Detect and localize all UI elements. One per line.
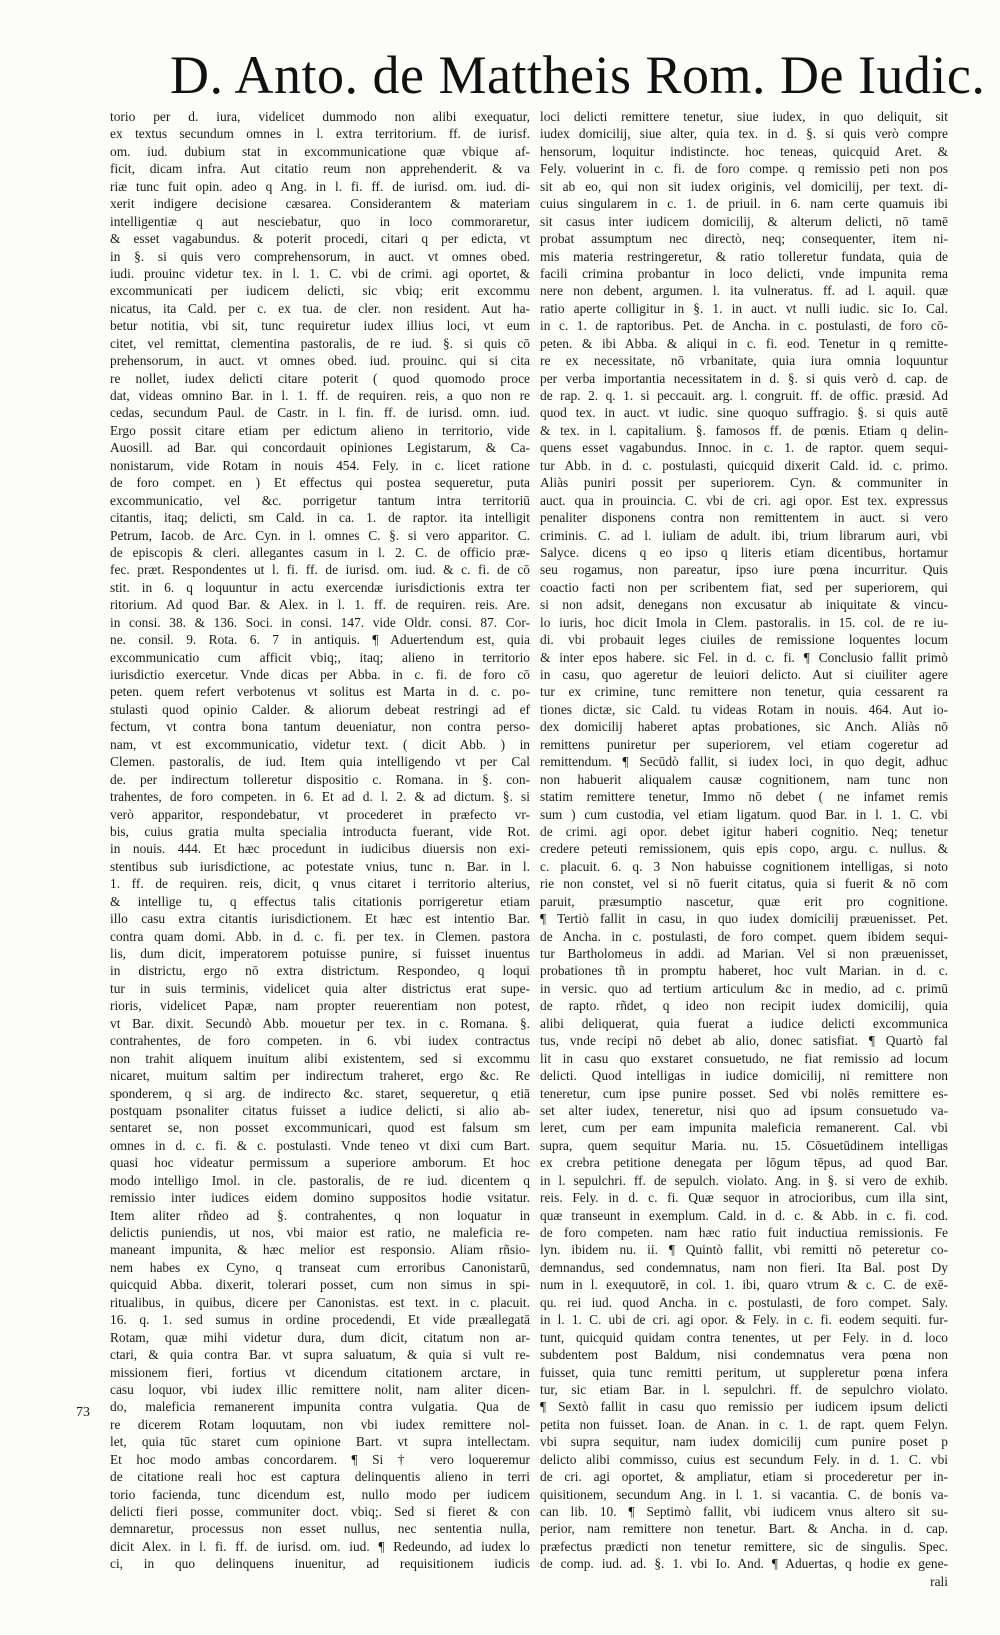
text-line: fec. præt. Respondentes ut l. fi. ff. de iurisd. om. iud. & c. fi. de cō <box>110 562 530 578</box>
text-line: de. per indirectum tolleretur dispositio c. Romana. in §. con- <box>110 771 530 787</box>
text-line: de rapto. rñdet, q ideo non recipit iudex domicilij, quia <box>540 998 948 1014</box>
text-line: excommunicatio cum afficit vbiq;, itaq; alieno in territorio <box>110 649 530 665</box>
text-line: c. placuit. 6. q. 3 Non habuisse cognitionem intelligas, si noto <box>540 858 948 874</box>
text-line: probationes tñ in promptu haberet, hoc vult Marian. in d. c. <box>540 963 948 979</box>
text-line: fectum, vt contra bona tantum deueniatur, non contra perso- <box>110 719 530 735</box>
text-line: nam, vt est excommunicatio, videtur text. ( dicit Abb. ) in <box>110 736 530 752</box>
text-line: let, quia tūc staret cum opinione Bart. vt supra intellectam. <box>110 1434 530 1450</box>
text-line: ctari, & quia contra Bar. vt supra saluatum, & quia si vult re- <box>110 1347 530 1363</box>
text-line: xerit indigere decisione cæsarea. Considerantem & materiam <box>110 196 530 212</box>
running-head: D. Anto. de Mattheis Rom. De Iudic. <box>170 45 986 105</box>
margin-note-number: 73 <box>76 1405 90 1420</box>
text-line: re ex necessitate, nō vrbanitate, quia iura omnia loquuntur <box>540 353 948 369</box>
text-line: cuius singularem in c. 1. de priuil. in 6. nam certe quamuis ibi <box>540 196 948 212</box>
text-line: Auosill. ad Bar. qui concordauit opiniones Legistarum, & Ca- <box>110 440 530 456</box>
text-line: citantis, itaq; delicti, sm Cald. in ca. 1. de raptor. ita intelligit <box>110 510 530 526</box>
text-line: de citatione reali hoc est captura delinquentis alieno in terri <box>110 1469 530 1485</box>
text-line: mis materia restringeretur, & ratio tolleretur fundata, quia de <box>540 248 948 264</box>
text-line: excommunicatio, vel &c. porrigetur tantum intra territoriū <box>110 492 530 508</box>
text-line: tur Abb. in d. c. postulasti, quicquid dixerit Cald. id. c. primo. <box>540 457 948 473</box>
text-line: peten. quem refert verbotenus vt solitus est Marta in d. c. po- <box>110 684 530 700</box>
text-line: remittendum. ¶ Secūdò fallit, si iudex loci, in quo degit, adhuc <box>540 754 948 770</box>
text-line: non habuerit aliqualem causæ cognitionem, nam tunc non <box>540 771 948 787</box>
text-line: lyn. ibidem nu. ii. ¶ Quintò fallit, vbi remitti nō peteretur co- <box>540 1242 948 1258</box>
text-line: stulasti quod opinio Calder. & aliorum debeat restringi ad ef <box>110 701 530 717</box>
text-line: quisitionem, secundum Ang. in l. 1. si vacantia. C. de bonis va- <box>540 1486 948 1502</box>
text-line: peten. & ibi Abba. & aliqui in c. fi. eod. Tenetur in q remitte- <box>540 335 948 351</box>
text-line: torio facienda, tunc dicendum est, nullo modo per iudicem <box>110 1486 530 1502</box>
text-line: ex crebra petitione denegata per lōgum tēpus, ad quod Bar. <box>540 1155 948 1171</box>
text-line: nere non debent, argumen. l. ita vulneratus. ff. ad l. aquil. quæ <box>540 283 948 299</box>
text-line: loci delicti remittere tenetur, siue iudex, in quo deliquit, sit <box>540 109 948 124</box>
text-line: remissio inter iudices eidem domino suppositos hodie vsitatur. <box>110 1190 530 1206</box>
text-line: ratio aperte colligitur in §. 1. in auct. vt nulli iudic. sic Io. Cal. <box>540 300 948 316</box>
text-line: facili crimina probantur in loco delicti, vnde impunita rema <box>540 265 948 281</box>
text-line: num in l. exequutorē, in col. 1. ibi, quaro vtrum & c. C. de exē- <box>540 1277 948 1293</box>
text-line: de crimi. agi opor. debet igitur haberi cognitio. Neq; tenetur <box>540 823 948 839</box>
text-line: criminis. C. ad l. iuliam de adult. ibi, trium librarum auri, vbi <box>540 527 948 543</box>
text-line: hensorum, loquitur indistincte. hoc teneas, quicquid Aret. & <box>540 143 948 159</box>
text-line: quasi hoc videatur permissum a superiore amborum. Et hoc <box>110 1155 530 1171</box>
text-line: missionem fieri, fortius vt dicendum citationem arctare, in <box>110 1364 530 1380</box>
text-line: nonistarum, vide Rotam in nouis 454. Fely. in c. licet ratione <box>110 457 530 473</box>
text-line: modo intelligo Imol. in cle. pastoralis, de re iud. dicentem q <box>110 1172 530 1188</box>
text-line: in districtu, ergo nō extra districtum. Respondeo, q loqui <box>110 963 530 979</box>
text-line: re nollet, iudex delicti citare poterit ( quod quomodo proce <box>110 370 530 386</box>
text-line: Clemen. pastoralis, de iud. Item quia intelligendo vt per Cal <box>110 754 530 770</box>
text-line: tur ex crimine, tunc remittere non tenetur, quia cessarent ra <box>540 684 948 700</box>
text-line: delicto alibi commisso, cuius est secundum Fely. in d. 1. C. vbi <box>540 1451 948 1467</box>
text-line: demnandus, sed condemnatus, nam non fieri. Ita Bal. post Dy <box>540 1259 948 1275</box>
text-line: ne. consil. 9. Rota. 6. 7 in antiquis. ¶ Aduertendum est, quia <box>110 632 530 648</box>
text-line: iurisdictio exercetur. Vnde dicas per Abba. in c. fi. de foro cō <box>110 667 530 682</box>
text-line: remittens puniretur per superiorem, vel etiam cogeretur ad <box>540 736 948 752</box>
text-line: di. vbi probauit leges ciuiles de remissione loquentes locum <box>540 632 948 648</box>
text-line: Item aliter rñdeo ad §. contrahentes, q non loquatur in <box>110 1207 530 1223</box>
text-line: & tex. in l. capitalium. §. famosos ff. de pœnis. Etiam q delin- <box>540 422 948 438</box>
text-line: Et hoc modo ambas concordarem. ¶ Si † vero loqueremur <box>110 1451 530 1467</box>
text-line: alibi deliquerat, quia fuerat a iudice delicti excommunica <box>540 1015 948 1031</box>
text-line: torio per d. iura, videlicet dummodo non alibi exequatur, <box>110 109 530 124</box>
text-line: demnaretur, processus non esset nullus, nec sententia nulla, <box>110 1521 530 1537</box>
text-line: citet, vel remittat, clementina pastoralis, de re iud. §. si quis cō <box>110 335 530 351</box>
text-line: maneant impunita, & hæc melior est responsio. Aliam rñsio- <box>110 1242 530 1258</box>
text-line: om. iud. dubium stat in excommunicatione quæ vbique af- <box>110 143 530 159</box>
text-line: re dicerem Rotam loquutam, non vbi iudex remittere nol- <box>110 1416 530 1432</box>
text-line: verò apparitor, respondebatur, vt procederet in præfecto vr- <box>110 806 530 822</box>
text-line: postquam psonaliter citatus fuisset a iudice delicti, si alio ab- <box>110 1102 530 1118</box>
text-line: betur notitia, vbi sit, tunc requiretur iudex illius loci, vt eum <box>110 318 530 334</box>
text-line: leret, cum per eam impunita maleficia remanerent. Cal. vbi <box>540 1120 948 1136</box>
text-line: Rotam, quæ mihi videtur dura, dum dicit, citatum non ar- <box>110 1329 530 1345</box>
text-line: tur, sic etiam Bar. in l. sepulchri. ff. de sepulchro violato. <box>540 1381 948 1397</box>
text-line: statim remittere tenetur, Immo nō debet ( ne infamet remis <box>540 789 948 805</box>
text-line: quod tex. in auct. vt iudic. sine quoquo suffragio. §. si quis autē <box>540 405 948 421</box>
text-line: auct. qua in prouincia. C. vbi de cri. agi opor. Est tex. expressus <box>540 492 948 508</box>
text-line: Fely. voluerint in c. fi. de foro compe. q remissio peti non pos <box>540 161 948 177</box>
left-column <box>110 108 530 1608</box>
text-line: iudi. prouinc videtur tex. in l. 1. C. vbi de crimi. agi oportet, & <box>110 265 530 281</box>
text-line: rie non constet, vel si nō fuerit citatus, quia si fuerit & nō com <box>540 876 948 892</box>
text-line: de Ancha. in c. postulasti, de foro compet. quem ibidem sequi- <box>540 928 948 944</box>
text-line: sentaret se, non posset excommunicari, quod est falsum sm <box>110 1120 530 1136</box>
text-line: tiones dictæ, sic Cald. tu videas Rotam in nouis. 464. Aut io- <box>540 701 948 717</box>
text-line: ex textus secundum omnes in l. extra territorium. ff. de iurisf. <box>110 126 530 142</box>
text-line: delicti. Quod intelligas in iudice domicilij, ni remittere non <box>540 1068 948 1084</box>
text-line: Salyce. dicens q eo ipso q literis etiam dicentibus, hortamur <box>540 544 948 560</box>
text-line: 1. ff. de requiren. reis, dicit, q vnus citaret i territorio alterius, <box>110 876 530 892</box>
text-line: ¶ Sextò fallit in casu quo remissio per iudicem ipsum delicti <box>540 1399 948 1415</box>
text-line: prehensorum, in auct. vt omnes obed. iud. prouinc. qui si cita <box>110 353 530 369</box>
text-line: delicti fieri posse, communiter doct. vbiq;. Sed si fieret & con <box>110 1504 530 1519</box>
text-line: in §. si quis vero comprehensorum, in auct. vt omnes obed. <box>110 248 530 264</box>
text-line: illo casu extra citantis iurisdictionem. Et hæc est intentio Bar. <box>110 911 530 927</box>
text-line: quæ transeunt in exemplum. Cald. in d. c. & Abb. in c. fi. cod. <box>540 1207 948 1223</box>
text-line: de cri. agi oportet, & ampliatur, etiam si procederetur per in- <box>540 1469 948 1485</box>
text-line: subdentem post Baldum, nisi condemnatus vera pœna non <box>540 1347 948 1363</box>
text-line: petita non fuisset. Ioan. de Anan. in c. 1. de rapt. quem Felyn. <box>540 1416 948 1432</box>
text-line: & intellige tu, q effectus talis citationis porrigeretur etiam <box>110 893 530 909</box>
text-line: dex domicilij haberet aptas probationes, sic Anch. Aliàs nō <box>540 719 948 735</box>
text-line: in consi. 38. & 136. Soci. in consi. 147. vide Oldr. consi. 87. Cor- <box>110 614 530 630</box>
text-line: credere peteuti remissionem, quis epis copo, argu. c. nullus. & <box>540 841 948 857</box>
text-line: & inter epos habere. sic Fel. in d. c. fi. ¶ Conclusio fallit primò <box>540 649 948 665</box>
text-line: nem habes ex Cyno, q transeat cum erroribus Canonistarū, <box>110 1259 530 1275</box>
text-line: de foro competen. nam hæc ratio fuit inductiua remissionis. Fe <box>540 1225 948 1240</box>
text-line: intelligentiæ q aut nesciebatur, quo in loco commoraretur, <box>110 213 530 229</box>
text-line: set alter iudex, teneretur, nisi quo ad ipsum consuetudo va- <box>540 1102 948 1118</box>
text-line: nicaret, muitum saltim per indirectum traheret, ergo &c. Re <box>110 1068 530 1084</box>
text-line: Ergo possit citare etiam per edictum alieno in territorio, vide <box>110 422 530 438</box>
text-line: Aliàs puniri possit per superiorem. Cyn. & communiter in <box>540 475 948 491</box>
text-line: tur Bartholomeus in addi. ad Marian. Vel si non præuenisset, <box>540 946 948 961</box>
text-line: supra, quem sequitur Maria. nu. 15. Cōsuetūdinem intelligas <box>540 1137 948 1153</box>
text-line: sit casus inter iudicem domicilij, & alterum delicti, nō tamē <box>540 213 948 229</box>
text-line: nicatus, ita Cald. per c. ex tua. de cler. non resident. Aut ha- <box>110 300 530 316</box>
text-line: de foro compet. en ) Et effectus qui postea sequeretur, puta <box>110 475 530 491</box>
text-line: de comp. iud. ad. §. 1. vbi Io. And. ¶ Aduertas, q hodie ex gene- <box>540 1556 948 1572</box>
text-line: contrahentes, de foro competen. in 6. vbi iudex contractus <box>110 1033 530 1049</box>
text-line: can lib. 10. ¶ Septimò fallit, vbi iudicem vnus altero sit su- <box>540 1504 948 1519</box>
text-line: lo iuris, hoc dicit Imola in Clem. pastoralis. in 15. col. de re iu- <box>540 614 948 630</box>
text-line: seu rogamus, non pareatur, ipso iure pœna incurritur. Quis <box>540 562 948 578</box>
text-line: 16. q. 1. sed sumus in ordine procedendi, Et vide præallegatā <box>110 1312 530 1328</box>
text-line: do, maleficia remanerent impunita contra vulgatia. Qua de <box>110 1399 530 1415</box>
text-line: de episcopis & cleri. allegantes casum in l. 2. C. de officio præ- <box>110 544 530 560</box>
text-line: in c. 1. de raptoribus. Pet. de Ancha. in c. postulasti, de foro cō- <box>540 318 948 334</box>
text-line: cedas, secundum Paul. de Castr. in l. fin. ff. de iurisd. omn. iud. <box>110 405 530 421</box>
text-line: penaliter disponens contra non remittentem in auct. si vero <box>540 510 948 526</box>
text-line: lit in casu quo exstaret consuetudo, ne fiat remissio ad locum <box>540 1050 948 1066</box>
text-line: præfectus prædicti non tenetur remittere, sic de singulis. Spec. <box>540 1538 948 1554</box>
text-line: sum ) cum custodia, vel etiam ligatum. quod Bar. in l. 1. C. vbi <box>540 806 948 822</box>
text-line: ritorium. Ad quod Bar. & Alex. in l. 1. ff. de requiren. reis. Are. <box>110 597 530 613</box>
text-line: rioris, videlicet Papæ, nam propter reuerentiam non potest, <box>110 998 530 1014</box>
text-line: tur in suis terminis, videlicet quia alter districtus erat supe- <box>110 980 530 996</box>
text-line: quens esset vagabundus. Innoc. in c. 1. de raptor. quem sequi- <box>540 440 948 456</box>
text-line: dicit Alex. in l. fi. ff. de iurisd. om. iud. ¶ Redeundo, ad iudex lo <box>110 1538 530 1554</box>
text-line: fuisset, quia tunc remitti peritum, ut suppleretur pœna infera <box>540 1364 948 1380</box>
text-line: & esset vagabundus. & poterit procedi, citari q per edicta, vt <box>110 231 530 247</box>
text-line: qu. rei iud. quod Ancha. in c. postulasti, de foro compet. Saly. <box>540 1294 948 1310</box>
text-line: reis. Fely. in d. c. fi. Quæ sequor in atrocioribus, cum illa sint, <box>540 1190 948 1206</box>
text-line: probat assumptum nec directò, neq; consequenter, item ni- <box>540 231 948 247</box>
text-line: perior, nam remittere non tenetur. Bart. & Ancha. in d. cap. <box>540 1521 948 1537</box>
text-line: in l. 1. C. ubi de cri. agi opor. & Fely. in c. fi. eodem sequiti. fur- <box>540 1312 948 1328</box>
text-line: rali <box>930 1573 948 1589</box>
text-line: non trahit aliquem inuitum alibi existentem, sed si excommu <box>110 1050 530 1066</box>
text-line: delictis puniendis, ut nos, vbi maior est ratio, ne maleficia re- <box>110 1225 530 1240</box>
text-line: in nouis. 444. Et hæc procedunt in iudicibus diuersis non exi- <box>110 841 530 857</box>
text-line: stentibus sub iurisdictione, ac potestate vnius, tunc n. Bar. in l. <box>110 858 530 874</box>
text-line: tus, vnde recipi nō debet ab alio, donec satisfiat. ¶ Quartò fal <box>540 1033 948 1049</box>
text-line: omnes in d. c. fi. & c. postulasti. Vnde teneo vt dixi cum Bart. <box>110 1137 530 1153</box>
right-column <box>540 108 948 1608</box>
text-line: lis, dum dicit, imperatorem potuisse punire, si fuisset inuentus <box>110 946 530 961</box>
text-line: iudex domicilij, siue alter, quia tex. in d. §. si quis verò compre <box>540 126 948 142</box>
text-line: paruit, præsumptio nascetur, quæ erit pro cognitione. <box>540 893 948 909</box>
text-line: riæ tunc fuit opin. adeo q Ang. in l. fi. ff. de iurisd. om. iud. di- <box>110 178 530 194</box>
text-line: Petrum, Iacob. de Arc. Cyn. in l. omnes C. §. si vero apparitor. C. <box>110 527 530 543</box>
text-line: ci, in quo delinquens inuenitur, ad requisitionem iudicis <box>110 1556 530 1572</box>
text-line: stit. in 6. q loquuntur in actu exercendæ iurisdictionis extra ter <box>110 579 530 595</box>
text-line: bis, cuius gratia multa specialia introducta fuerant, vide Rot. <box>110 823 530 839</box>
text-line: sit ab eo, qui non sit iudex originis, vel domicilij, per text. di- <box>540 178 948 194</box>
text-line: dat, videas omnino Bar. in l. 1. ff. de requiren. reis, a quo non re <box>110 388 530 403</box>
text-line: casu loquor, vbi iudex illic remittere nolit, nam aliter dicen- <box>110 1381 530 1397</box>
text-line: in casu, quo ageretur de leuiori delicto. Aut si ciuiliter agere <box>540 667 948 682</box>
text-line: per verba importantia necessitatem in d. §. si quis verò d. cap. de <box>540 370 948 386</box>
text-line: vt Bar. dixit. Secundò Abb. mouetur per tex. in c. Romana. §. <box>110 1015 530 1031</box>
text-line: tunt, quicquid quidam contra tenentes, ut per Fely. in d. loco <box>540 1329 948 1345</box>
text-line: si non adsit, denegans non excusatur ab iniquitate & vincu- <box>540 597 948 613</box>
text-line: ¶ Tertiò fallit in casu, in quo iudex domicilij præuenisset. Pet. <box>540 911 948 927</box>
text-line: ficit, dicam infra. Aut citatio reum non apprehenderit. & va <box>110 161 530 177</box>
text-line: contra quam domi. Abb. in d. c. fi. per tex. in Clemen. pastora <box>110 928 530 944</box>
text-line: de rap. 2. q. 1. si peccauit. arg. l. congruit. ff. de offic. præsid. Ad <box>540 388 948 403</box>
text-line: sponderem, q si arg. de indirecto &c. staret, sequeretur, q etiā <box>110 1085 530 1101</box>
text-line: quicquid Abba. dixerit, tolerari posset, cum non simus in spi- <box>110 1277 530 1293</box>
text-line: coactio facti non per scribentem fiat, sed per superiorem, qui <box>540 579 948 595</box>
text-line: in versic. quo ad tertium articulum &c in medio, ad c. primū <box>540 980 948 996</box>
text-line: teneretur, cum ipse punire posset. Sed vbi nolēs remittere es- <box>540 1085 948 1101</box>
text-line: trahentes, de foro competen. in 6. Et ad d. l. 2. & ad dictum. §. si <box>110 789 530 805</box>
text-line: vbi supra sequitur, nam iudex domicilij cum punire poset p <box>540 1434 948 1450</box>
text-line: excommunicati per iudicem delicti, sic vbiq; erit excommu <box>110 283 530 299</box>
text-line: ritualibus, in quibus, dicere per Canonistas. est text. in c. placuit. <box>110 1294 530 1310</box>
text-line: in l. sepulchri. ff. de sepulch. violato. Ang. in §. si vero de exhib. <box>540 1172 948 1188</box>
